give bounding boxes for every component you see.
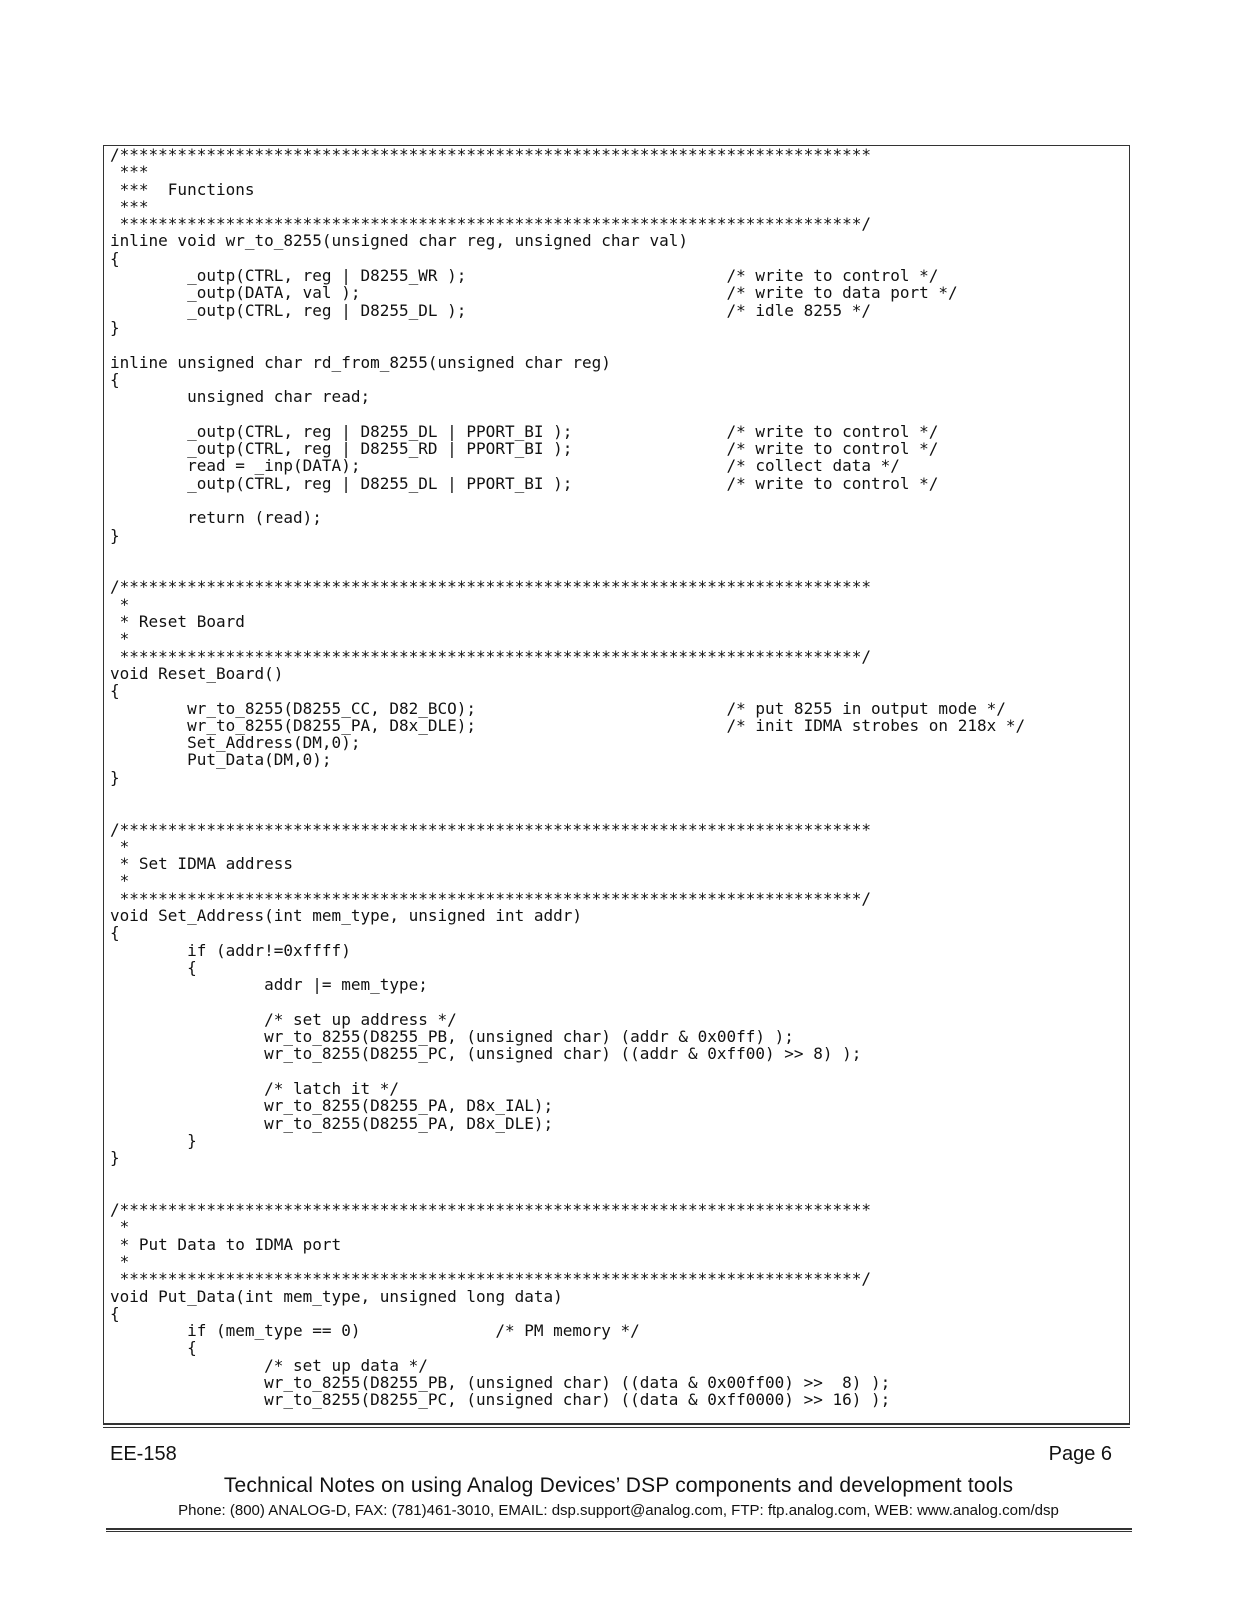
code-line: _outp(CTRL, reg | D8255_DL ); /* idle 8255 */ (110, 300, 871, 320)
code-line: { (110, 248, 120, 268)
code-line: } (110, 1130, 197, 1150)
code-line: * (110, 1252, 130, 1271)
code-line: wr_to_8255(D8255_PA, D8x_DLE); /* init IDMA strobes on 218x */ (110, 715, 1026, 735)
code-line: /****************************************************************************** (110, 145, 871, 164)
code-line: { (110, 923, 120, 943)
code-line: wr_to_8255(D8255_PB, (unsigned char) ((data & 0x00ff00) >> 8) ); (110, 1373, 891, 1393)
code-line: *** (110, 162, 149, 182)
code-line: wr_to_8255(D8255_PC, (unsigned char) ((addr & 0xff00) >> 8) ); (110, 1044, 862, 1064)
code-line: Set_Address(DM,0); (110, 733, 361, 753)
code-line: _outp(DATA, val ); /* write to data port */ (110, 283, 958, 303)
code-line: * (110, 594, 130, 614)
code-line: /****************************************************************************** (110, 1200, 871, 1220)
code-line: { (110, 1303, 120, 1323)
code-line: inline unsigned char rd_from_8255(unsigned char reg) (110, 352, 611, 372)
code-line: _outp(CTRL, reg | D8255_WR ); /* write to control */ (110, 266, 939, 286)
code-line: *****************************************************************************/ (110, 646, 871, 666)
code-line: } (110, 317, 120, 337)
code-line: void Set_Address(int mem_type, unsigned int addr) (110, 906, 583, 926)
code-line: } (110, 525, 120, 545)
code-line: void Put_Data(int mem_type, unsigned long data) (110, 1286, 563, 1306)
code-line: _outp(CTRL, reg | D8255_DL | PPORT_BI ); /* write to control */ (110, 473, 939, 493)
code-line: * (110, 1217, 130, 1237)
code-line: inline void wr_to_8255(unsigned char reg, unsigned char val) (110, 231, 688, 251)
code-line: * (110, 629, 130, 649)
code-line: *** (110, 196, 149, 216)
code-line: /* set up data */ (110, 1355, 428, 1375)
code-line: *****************************************************************************/ (110, 1269, 871, 1289)
code-line: *****************************************************************************/ (110, 888, 871, 908)
code-line: { (110, 1338, 197, 1358)
footer-rule (106, 1528, 1132, 1532)
page-number: Page 6 (1048, 1443, 1112, 1465)
code-line: void Reset_Board() (110, 663, 284, 683)
code-line: wr_to_8255(D8255_PA, D8x_IAL); (110, 1096, 554, 1116)
code-line: { (110, 369, 120, 389)
code-line: * (110, 836, 130, 856)
code-line: { (110, 681, 120, 701)
code-line: read = _inp(DATA); /* collect data */ (110, 456, 900, 476)
code-line: addr |= mem_type; (110, 975, 428, 995)
code-line: /****************************************************************************** (110, 819, 871, 839)
code-line: wr_to_8255(D8255_PA, D8x_DLE); (110, 1113, 554, 1133)
code-line: if (mem_type == 0) /* PM memory */ (110, 1321, 640, 1341)
code-line: wr_to_8255(D8255_CC, D82_BCO); /* put 8255 in output mode */ (110, 698, 1006, 718)
code-line: *** Functions (110, 179, 255, 199)
code-line: /* set up address */ (110, 1009, 457, 1029)
code-line: * Put Data to IDMA port (110, 1234, 342, 1254)
code-line: * Reset Board (110, 612, 245, 632)
code-line: } (110, 1148, 120, 1168)
code-line: if (addr!=0xffff) (110, 940, 351, 960)
code-line: _outp(CTRL, reg | D8255_DL | PPORT_BI ); /* write to control */ (110, 421, 939, 441)
code-line: * (110, 871, 130, 891)
code-listing (104, 146, 1129, 1409)
code-line: { (110, 957, 197, 977)
code-listing-box (103, 145, 1130, 1423)
code-line: _outp(CTRL, reg | D8255_RD | PPORT_BI ); /* write to control */ (110, 439, 939, 459)
code-line: wr_to_8255(D8255_PB, (unsigned char) (addr & 0x00ff) ); (110, 1027, 794, 1047)
document-id: EE-158 (110, 1443, 177, 1465)
code-line: } (110, 767, 120, 787)
code-line: wr_to_8255(D8255_PC, (unsigned char) ((data & 0xff0000) >> 16) ); (110, 1390, 891, 1410)
code-line: /* latch it */ (110, 1079, 399, 1099)
code-line: * Set IDMA address (110, 854, 294, 874)
code-line: Put_Data(DM,0); (110, 750, 332, 770)
footer-contact-info: Phone: (800) ANALOG-D, FAX: (781)461-3010, EMAIL: dsp.support@analog.com, FTP: ftp.analog.com, WEB: www.analog.com/dsp (178, 1502, 1059, 1519)
code-line: unsigned char read; (110, 387, 371, 407)
code-line: *****************************************************************************/ (110, 214, 871, 234)
code-line: return (read); (110, 508, 322, 528)
code-box-bottom-rule (103, 1423, 1130, 1428)
footer-title: Technical Notes on using Analog Devices’ DSP components and development tools (223, 1474, 1014, 1497)
code-line: /****************************************************************************** (110, 577, 871, 597)
